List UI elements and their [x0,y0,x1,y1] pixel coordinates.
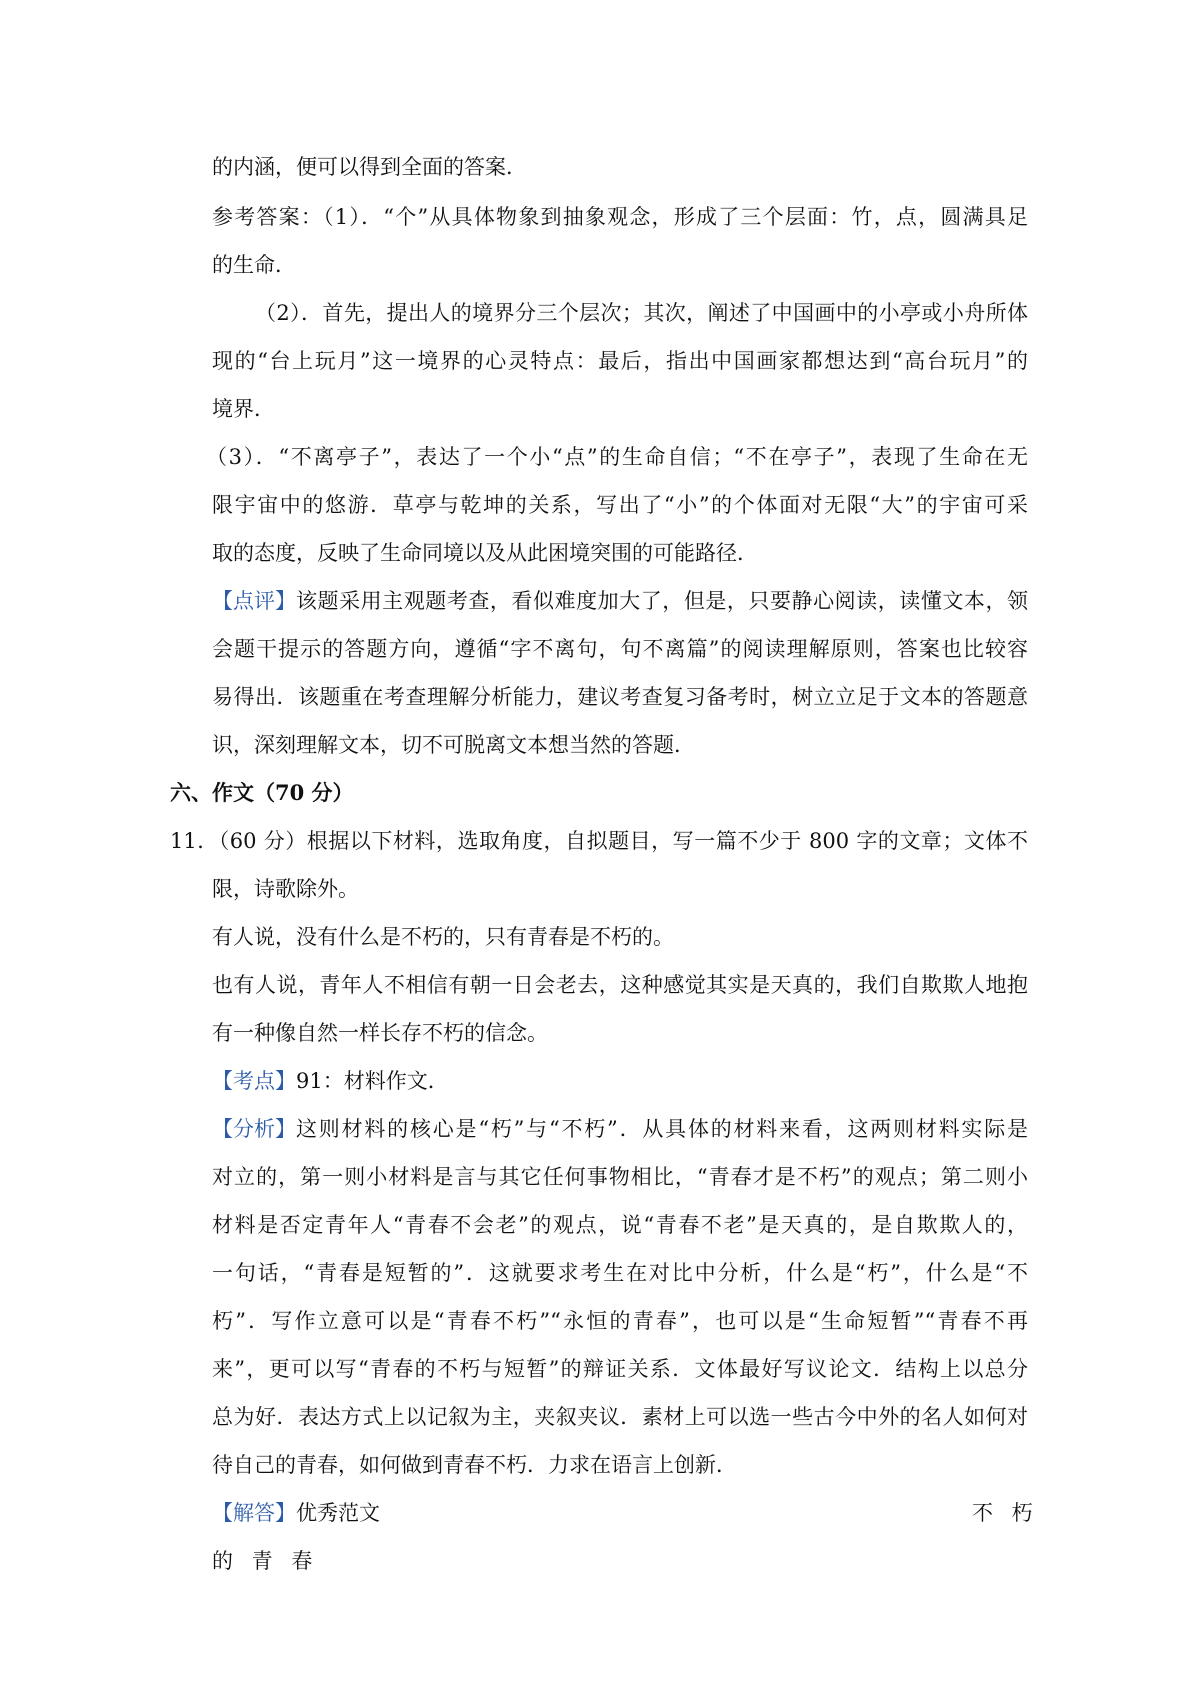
text-line: 易得出．该题重在考查理解分析能力，建议考查复习备考时，树立立足于文本的答题意 [212,685,1028,709]
essay-title-part-1: 不 朽 [972,1501,1039,1525]
answer-3-line: （3）．“不离亭子”，表达了一个小“点”的生命自信；“不在亭子”，表现了生命在无 [206,445,1028,469]
exam-point-line [212,1066,449,1096]
answer-tag: 【解答】 [212,1501,296,1525]
text-line: 材料是否定青年人“青春不会老”的观点，说“青春不老”是天真的，是自欺欺人的， [212,1213,1028,1237]
text-line: 识，深刻理解文本，切不可脱离文本想当然的答题． [212,733,695,757]
text-line: 有一种像自然一样长存不朽的信念。 [212,1021,548,1045]
text-line: 一句话，“青春是短暂的”．这就要求考生在对比中分析，什么是“朽”，什么是“不 [212,1261,1028,1285]
comment-line [212,586,1028,616]
material-line: 有人说，没有什么是不朽的，只有青春是不朽的。 [212,925,674,949]
text-line: 取的态度，反映了生命同境以及从此困境突围的可能路径． [212,541,758,565]
answer-text: 优秀范文 [296,1501,380,1525]
section-heading: 六、作文（70 分） [170,780,354,805]
comment-text: 该题采用主观题考查，看似难度加大了，但是，只要静心阅读，读懂文本，领 [296,589,1028,613]
question-11-line: 11．（60 分）根据以下材料，选取角度，自拟题目，写一篇不少于 800 字的文章；文体不 [170,829,1028,853]
text-line: 对立的，第一则小材料是言与其它任何事物相比，“青春才是不朽”的观点；第二则小 [212,1165,1028,1189]
text-line: 现的“台上玩月”这一境界的心灵特点：最后，指出中国画家都想达到“高台玩月”的 [212,349,1028,373]
exam-point-text: 91：材料作文． [296,1069,449,1093]
text-line: 限宇宙中的悠游．草亭与乾坤的关系，写出了“小”的个体面对无限“大”的宇宙可采 [212,493,1028,517]
material-line: 也有人说，青年人不相信有朝一日会老去，这种感觉其实是天真的，我们自欺欺人地抱 [212,973,1028,997]
text-line: 限，诗歌除外。 [212,877,359,901]
text-line: 待自己的青春，如何做到青春不朽．力求在语言上创新． [212,1453,737,1477]
analysis-text: 这则材料的核心是“朽”与“不朽”．从具体的材料来看，这两则材料实际是 [296,1117,1028,1141]
text-line: 来”，更可以写“青春的不朽与短暂”的辩证关系．文体最好写议论文．结构上以总分 [212,1357,1028,1381]
analysis-tag: 【分析】 [212,1117,296,1141]
analysis-line [212,1114,1028,1144]
text-line: 的生命． [212,253,296,277]
text-line: 朽”．写作立意可以是“青春不朽”“永恒的青春”，也可以是“生命短暂”“青春不再 [212,1309,1028,1333]
text-line: 会题干提示的答题方向，遵循“字不离句，句不离篇”的阅读理解原则，答案也比较容 [212,637,1028,661]
exam-point-tag: 【考点】 [212,1069,296,1093]
essay-title-part-2: 的 青 春 [212,1549,319,1573]
reference-answer-line: 参考答案：（1）．“个”从具体物象到抽象观念，形成了三个层面：竹，点，圆满具足 [212,205,1028,229]
text-line: 境界． [212,397,275,421]
answer-2-line: （2）．首先，提出人的境界分三个层次；其次，阐述了中国画中的小亭或小舟所体 [255,301,1028,325]
comment-tag: 【点评】 [212,589,296,613]
answer-line [212,1498,380,1528]
text-line: 总为好．表达方式上以记叙为主，夹叙夹议．素材上可以选一些古今中外的名人如何对 [212,1405,1028,1429]
text-line: 的内涵，便可以得到全面的答案． [212,155,527,179]
